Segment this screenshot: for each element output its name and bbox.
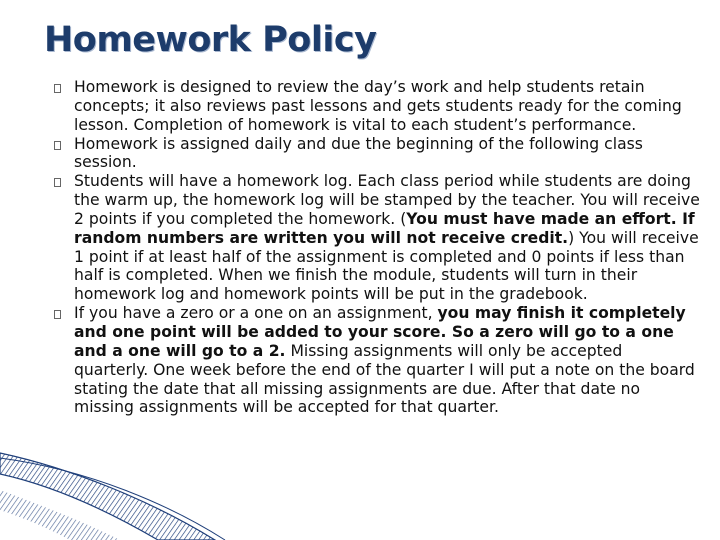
swoosh-hatched-band bbox=[0, 453, 215, 540]
bullet-text: If you have a zero or a one on an assignment, bbox=[74, 304, 438, 323]
bullet-text: ) You will receive 1 point if at least half of the assignment is completed and 0 points if less than half is completed. When we finish the module, students will turn in their homework log and homework points will be put in the gradebook. bbox=[74, 228, 699, 304]
box-bullet-icon bbox=[54, 84, 61, 93]
bullet-text: Students will have a homework log. Each class period while students are doing the warm up, the homework log will be stamped by the teacher. You will receive 2 points if you completed the homework. ( bbox=[74, 172, 700, 228]
page-title: Homework Policy bbox=[44, 20, 377, 60]
bullet-text: Homework is designed to review the day’s work and help students retain concepts; it also reviews past lessons and gets students ready for the coming lesson. Completion of homework is vital to each student’s performance. bbox=[74, 78, 682, 134]
bullet-text: Missing assignments will only be accepted quarterly. One week before the end of the quarter I will put a note on the board stating the date that all missing assignments are due. After that date no missing assignments will be accepted for that quarter. bbox=[74, 341, 695, 417]
list-item bbox=[50, 304, 700, 417]
bullet-bold-text: You must have made an effort. If random numbers are written you will not receive credit. bbox=[74, 209, 695, 247]
list-item bbox=[50, 135, 700, 173]
list-item bbox=[50, 172, 700, 304]
box-bullet-icon bbox=[54, 178, 61, 187]
list-item bbox=[50, 78, 700, 135]
bullet-bold-text: you may finish it completely and one point will be added to your score. So a zero will go to a one and a one will go to a 2. bbox=[74, 304, 686, 360]
bullet-text: Homework is assigned daily and due the beginning of the following class session. bbox=[74, 134, 643, 172]
box-bullet-icon bbox=[54, 141, 61, 150]
policy-list bbox=[50, 78, 700, 417]
box-bullet-icon bbox=[54, 310, 61, 319]
